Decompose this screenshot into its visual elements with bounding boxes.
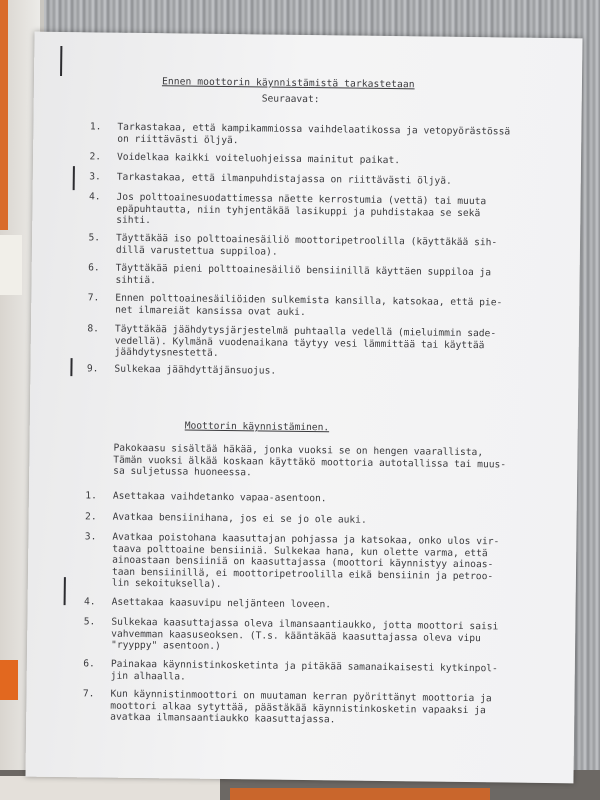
item-number: 7.: [82, 688, 95, 700]
step-item: [78, 531, 548, 591]
item-text: Avatkaa poistohana kaasuttajan pohjassa ja katsokaa, onko ulos vir- taava polttoaine bensiiniä. Sulkekaa hana, kun olette varma, että ainoastaan bensiiniä on kaasuttajassa (moottori käynnistyy ainoas- taan bensiinillä, ei moottoripetroolilla eikä bensiinin ja petroo- lin sekoituksella).: [111, 531, 500, 591]
check-item: [82, 232, 552, 258]
item-text: Tarkastakaa, että ilmanpuhdistajassa on riittävästi öljyä.: [116, 171, 452, 187]
item-text: Ennen polttoainesäiliöiden sulkemista kansilla, katsokaa, että pie- net ilmareiät kansissa ovat auki.: [115, 292, 503, 318]
document-subtitle: Seuraavat:: [261, 93, 320, 106]
margin-mark: [64, 577, 66, 605]
check-item: [81, 292, 551, 318]
item-text: Avatkaa bensiinihana, jos ei se jo ole auki.: [112, 511, 367, 526]
item-text: Jos polttoainesuodattimessa näette kerrostumia (vettä) tai muuta epäpuhtautta, niin tyhjentäkää lasikuppi ja puhdistakaa se sekä sihti.: [116, 191, 487, 227]
item-number: 4.: [83, 596, 96, 608]
background-bottom-orange: [230, 788, 490, 800]
check-item: [83, 171, 553, 187]
item-text: Voidelkaa kaikki voiteluohjeissa mainitut paikat.: [116, 151, 401, 167]
warning-paragraph: Pakokaasu sisältää häkää, jonka vuoksi se on hengen vaarallista, Tämän vuoksi älkää koskaan käyttäkö moottoria autotallissa tai muus- sa suljetussa huoneessa.: [113, 442, 507, 479]
step-item: [77, 658, 547, 683]
item-number: 8.: [87, 323, 100, 335]
step-item: [78, 596, 548, 611]
item-text: Painakaa käynnistinkosketinta ja pitäkää samanaikaisesti kytkinpol- jin alhaalla.: [110, 658, 498, 683]
item-number: 3.: [84, 531, 97, 543]
check-item: [83, 191, 553, 227]
item-number: 5.: [88, 232, 101, 244]
margin-mark: [60, 46, 62, 76]
step-item: [77, 616, 547, 653]
item-number: 1.: [89, 121, 102, 133]
item-text: Kun käynnistinmoottori on muutaman kerran pyörittänyt moottoria ja moottori alkaa sytyttää, päästäkää käynnistinkosketin vapaaksi ja avatkaa ilmansaantiaukko kaasuttajassa.: [110, 688, 492, 726]
item-number: 7.: [87, 292, 100, 304]
background-orange-edge: [0, 0, 8, 230]
check-item: [83, 151, 553, 167]
item-number: 2.: [85, 511, 97, 523]
item-number: 3.: [89, 171, 101, 183]
document-sheet: [25, 32, 582, 784]
section-title: Moottorin käynnistäminen.: [184, 420, 330, 434]
item-text: Asettakaa kaasuvipu neljänteen loveen.: [111, 596, 332, 611]
item-text: Asettakaa vaihdetanko vapaa-asentoon.: [112, 490, 327, 505]
item-number: 2.: [89, 151, 102, 163]
background-card: [0, 235, 22, 295]
item-text: Tarkastakaa, että kampikammiossa vaihdelaatikossa ja vetopyörästössä on riittävästi öljyä.: [117, 121, 511, 146]
check-item: [82, 262, 552, 286]
item-number: 6.: [83, 658, 95, 670]
item-number: 6.: [88, 262, 100, 274]
item-text: Täyttäkää jäähdytysjärjestelmä puhtaalla vedellä (mieluimmin sade- vedellä). Kylmänä vuodenaikana täytyy vesi lämmittää tai käyttää jäähdytysnestettä.: [114, 323, 497, 359]
background-bottom-paper: [0, 776, 220, 800]
margin-mark: [73, 166, 75, 190]
item-text: Sulkekaa kaasuttajassa oleva ilmansaantiaukko, jotta moottori saisi vahvemman kaasuseoksen. (T.s. kääntäkää kaasuttajassa oleva vipu "ryyppy" asentoon.): [111, 616, 499, 653]
check-item: [81, 363, 551, 377]
item-number: 9.: [86, 363, 99, 375]
step-item: [79, 511, 549, 526]
item-number: 1.: [85, 490, 97, 502]
item-number: 4.: [88, 191, 101, 203]
background-orange-tab: [0, 660, 18, 700]
document-title: Ennen moottorin käynnistämistä tarkastetaan: [161, 76, 415, 91]
check-item: [83, 121, 553, 146]
item-number: 5.: [83, 616, 96, 628]
margin-mark: [70, 358, 72, 376]
item-text: Sulkekaa jäähdyttäjänsuojus.: [114, 363, 277, 377]
check-item: [81, 323, 551, 359]
step-item: [77, 688, 547, 726]
item-text: Täyttäkää pieni polttoainesäiliö bensiinillä käyttäen suppiloa ja sihtiä.: [115, 262, 492, 286]
step-item: [79, 490, 549, 505]
item-text: Täyttäkää iso polttoainesäiliö moottoripetroolilla (käyttäkää sih- dillä varustettua suppiloa).: [115, 232, 498, 258]
